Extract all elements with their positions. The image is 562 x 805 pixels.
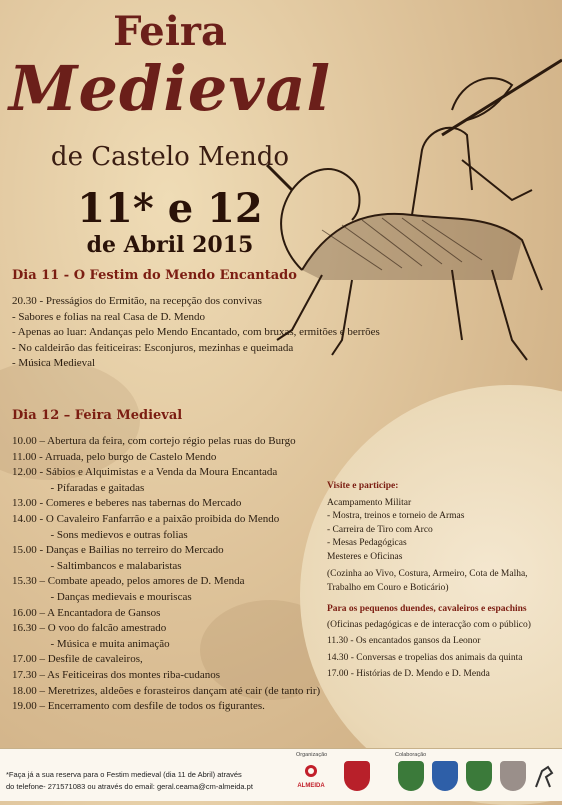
visit-title: Visite e participe: [327,481,399,491]
coat-of-arms-icon [432,761,458,791]
list-item: (Cozinha ao Vivo, Costura, Armeiro, Cota de Malha, [327,569,528,579]
list-item: 20.30 - Presságios do Ermitão, na recepção dos convivas [12,295,262,307]
list-item: (Oficinas pedagógicas e de interacção com o público) [327,619,531,630]
list-item: - Carreira de Tiro com Arco [327,524,433,535]
list-item: Mesteres e Oficinas [327,551,403,562]
organizer-label: Organização [296,752,328,758]
list-item: - Música Medieval [12,357,96,370]
list-item: - Apenas ao luar: Andanças pelo Mendo Encantado, com bruxas, ermitões e berrões [12,326,380,339]
coat-of-arms-icon [398,761,424,791]
day11-title: Dia 11 - O Festim do Mendo Encantado [12,268,297,283]
list-item: 17.00 – Desfile de cavaleiros, [12,653,143,666]
list-item: 17.30 – As Feiticeiras dos montes riba-cudanos [12,668,221,681]
list-item: - Sabores e folias na real Casa de D. Mendo [12,310,206,323]
day11-list [12,294,380,372]
list-item: Acampamento Militar [327,497,412,508]
list-item: 17.00 - Histórias de D. Mendo e D. Menda [327,669,490,679]
subtitle: de Castelo Mendo [50,142,290,172]
coat-of-arms-icon [500,761,526,791]
title-line2: Medieval [8,52,332,125]
almeida-logo-icon [303,763,319,779]
reservation-note-line: *Faça já a sua reserva para o Festim medieval (dia 11 de Abril) através [6,770,242,779]
list-item: - Mesas Pedagógicas [327,538,407,548]
list-item: - Saltimbancos e malabaristas [12,559,182,572]
reservation-note-line: do telefone- 271571083 ou através do email: geral.ceama@cm-almeida.pt [6,782,253,791]
reservation-note [6,769,253,793]
knight-emblem-icon [532,761,556,791]
list-item: - Pífaradas e gaitadas [12,481,145,494]
event-dates: 11* e 12 [77,185,263,232]
list-item: 16.00 – A Encantadora de Gansos [12,606,161,619]
list-item: 12.00 - Sábios e Alquimistas e a Venda da Moura Encantada [12,466,278,479]
list-item: - No caldeirão das feiticeiras: Esconjuros, mezinhas e queimada [12,341,294,354]
list-item: 11.30 - Os encantados gansos da Leonor [327,636,481,646]
list-item: 14.00 - O Cavaleiro Fanfarrão e a paixão proibida do Mendo [12,512,280,525]
list-item: 19.00 – Encerramento com desfile de todos os figurantes. [12,700,265,713]
list-item: - Danças medievais e mouriscas [12,590,192,603]
list-item: - Música e muita animação [12,637,170,650]
day12-list [12,434,320,715]
title-line1: Feira [113,8,227,55]
collaborator-label: Colaboração [395,752,427,758]
list-item: 11.00 - Arruada, pelo burgo de Castelo Mendo [12,450,217,463]
coat-of-arms-icon [344,761,370,791]
coat-of-arms-icon [466,761,492,791]
list-item: 15.30 – Combate apeado, pelos amores de D. Menda [12,575,245,588]
kids-title: Para os pequenos duendes, cavaleiros e espachins [327,604,527,614]
almeida-logo-text: ALMEIDA [297,783,325,789]
list-item: - Sons medievos e outras folias [12,528,188,541]
list-item: 18.00 – Meretrizes, aldeões e forasteiros dançam até cair (de tanto rir) [12,684,321,697]
day12-title: Dia 12 – Feira Medieval [12,408,183,423]
list-item: 14.30 - Conversas e tropelias dos animais da quinta [327,652,523,663]
almeida-logo [292,763,330,789]
event-month-year: de Abril 2015 [86,232,254,258]
list-item: 13.00 - Comeres e beberes nas tabernas do Mercado [12,497,242,510]
list-item: - Mostra, treinos e torneio de Armas [327,511,465,521]
list-item: 10.00 – Abertura da feira, com cortejo régio pelas ruas do Burgo [12,435,296,447]
list-item: 16.30 – O voo do falcão amestrado [12,622,167,635]
footer [0,748,562,801]
list-item: 15.00 - Danças e Bailias no terreiro do Mercado [12,544,224,557]
list-item: Trabalho em Couro e Boticário) [327,582,449,593]
visit-section [327,480,557,682]
